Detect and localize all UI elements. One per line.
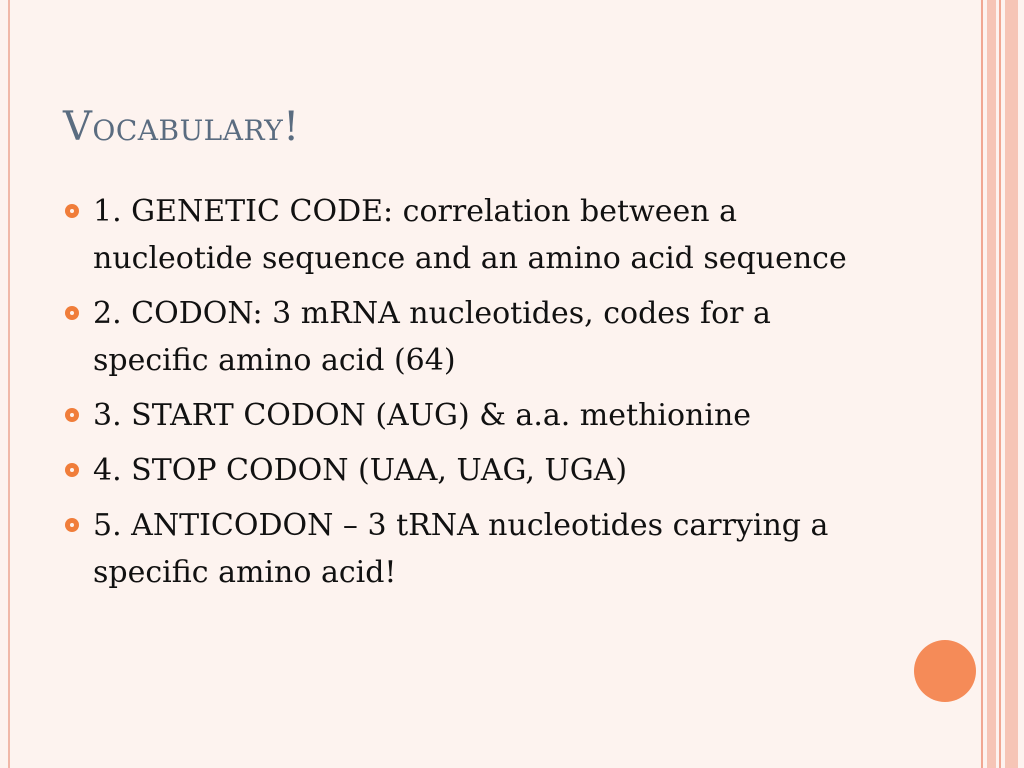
slide-title: Vocabulary!: [63, 104, 300, 150]
bullet-item: [60, 188, 880, 282]
bullet-item: [60, 447, 880, 494]
right-stripe: [981, 0, 983, 768]
bullet-item: [60, 392, 880, 439]
right-stripe: [999, 0, 1001, 768]
bullet-icon: [65, 306, 79, 320]
right-stripe: [987, 0, 996, 768]
bullet-icon: [65, 204, 79, 218]
bullet-icon: [65, 463, 79, 477]
bullet-icon: [65, 408, 79, 422]
right-stripe: [1020, 0, 1024, 768]
left-border-line: [8, 0, 10, 768]
bullet-text: 5. ANTICODON – 3 tRNA nucleotides carrying a specific amino acid!: [93, 508, 829, 590]
bullet-item: [60, 502, 880, 596]
bullet-text: 2. CODON: 3 mRNA nucleotides, codes for a specific amino acid (64): [93, 296, 771, 378]
bullet-text: 4. STOP CODON (UAA, UAG, UGA): [93, 453, 628, 488]
bullet-text: 1. GENETIC CODE: correlation between a nucleotide sequence and an amino acid sequence: [93, 194, 847, 276]
decorative-circle-icon: [914, 640, 976, 702]
bullet-icon: [65, 518, 79, 532]
bullet-item: [60, 290, 880, 384]
bullet-text: 3. START CODON (AUG) & a.a. methionine: [93, 398, 752, 433]
right-stripe: [1005, 0, 1018, 768]
bullet-list: [60, 188, 880, 604]
